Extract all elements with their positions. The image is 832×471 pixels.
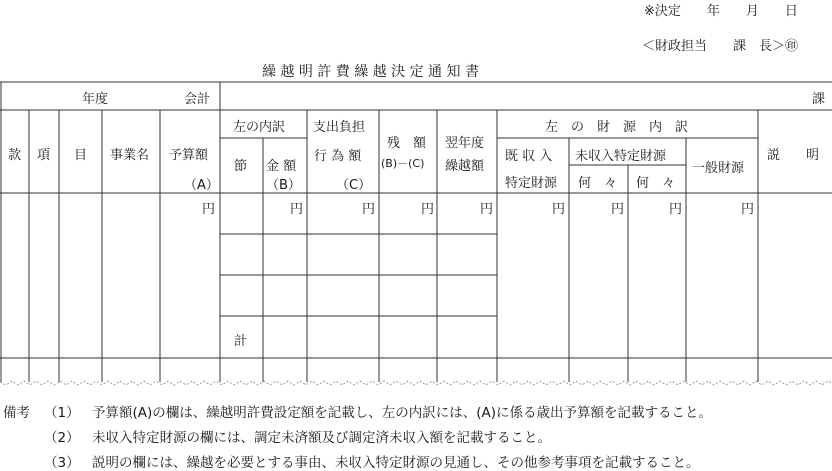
yen-unit: 円 — [552, 202, 566, 217]
yen-unit: 円 — [421, 202, 435, 217]
col-budget-mark: （A） — [184, 178, 219, 193]
col-kan: 款 — [8, 148, 22, 163]
total-label: 計 — [234, 334, 248, 349]
fiscal-year-label: 年度 — [82, 92, 109, 107]
col-moku: 目 — [74, 148, 88, 163]
col-amount-mark: （B） — [266, 178, 301, 193]
notes-label: 備考 — [3, 405, 30, 421]
yen-unit: 円 — [669, 202, 683, 217]
note-2-text: 未収入特定財源の欄には、調定未済額及び調定済未収入額を記載すること。 — [92, 430, 551, 446]
document-title: 繰 越 明 許 費 繰 越 決 定 通 知 書 — [262, 64, 479, 80]
yen-unit: 円 — [202, 202, 216, 217]
yen-unit: 円 — [741, 202, 755, 217]
section-label: 課 — [812, 92, 826, 107]
note-1-text: 予算額(A)の欄は、繰越明許費設定額を記載し、左の内訳には、(A)に係る歳出予算額を記載すること。 — [92, 405, 713, 421]
note-3-text: 説明の欄には、繰越を必要とする事由、未収入特定財源の見通し、その他参考事項を記載すること。 — [92, 455, 700, 471]
col-amount: 金 額 — [266, 159, 297, 174]
yen-unit: 円 — [611, 202, 625, 217]
yen-unit: 円 — [362, 202, 376, 217]
officer-seal-line: ＜財政担当 課 長＞㊞ — [642, 39, 799, 54]
col-mishunyu: 未収入特定財源 — [575, 149, 667, 164]
account-label: 会計 — [184, 92, 211, 107]
col-shishutsu-1: 支出負担 — [313, 120, 366, 135]
col-setsumei: 説 明 — [767, 148, 820, 163]
col-zangaku-formula: (B)－(C) — [381, 157, 425, 170]
col-zangaku: 残 額 — [387, 136, 427, 151]
decision-date: ※決定 年 月 日 — [644, 4, 798, 19]
col-ippan: 一般財源 — [692, 161, 745, 176]
col-yokunendo-1: 翌年度 — [445, 136, 485, 151]
col-kou: 項 — [37, 148, 51, 163]
col-kishunyu-2: 特定財源 — [505, 176, 558, 191]
yen-unit: 円 — [290, 202, 304, 217]
col-funding-breakdown: 左 の 財 源 内 訳 — [545, 120, 689, 135]
col-budget: 予算額 — [169, 148, 209, 163]
col-shishutsu-mark: （C） — [336, 178, 372, 193]
col-shishutsu-2: 行 為 額 — [314, 149, 362, 164]
col-jigyo: 事業名 — [110, 148, 150, 163]
note-2-num: （2） — [44, 430, 80, 446]
note-3-num: （3） — [44, 455, 80, 471]
col-nani-2: 何 々 — [636, 176, 676, 191]
yen-unit: 円 — [480, 202, 494, 217]
col-kishunyu-1: 既 収 入 — [505, 149, 553, 164]
col-setsu: 節 — [234, 159, 248, 174]
note-1-num: （1） — [44, 405, 80, 421]
col-breakdown: 左の内訳 — [233, 120, 286, 135]
col-yokunendo-2: 繰越額 — [445, 159, 485, 174]
col-nani-1: 何 々 — [578, 176, 618, 191]
